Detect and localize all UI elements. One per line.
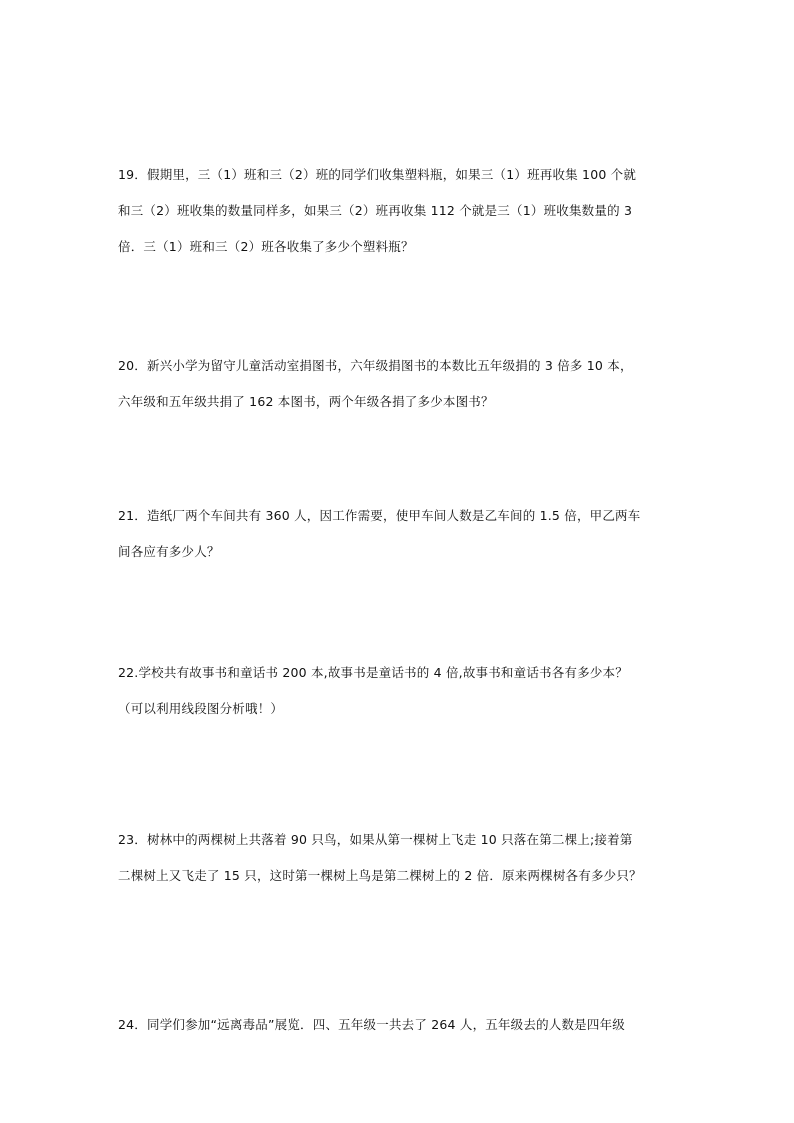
problem-22-line-1: 22.学校共有故事书和童话书 200 本,故事书是童话书的 4 倍,故事书和童话书各有多少本？ bbox=[118, 665, 628, 680]
problem-21-line-1: 21．造纸厂两个车间共有 360 人，因工作需要，使甲车间人数是乙车间的 1.5 倍，甲乙两车 bbox=[118, 508, 641, 523]
problem-21 bbox=[118, 498, 688, 570]
problem-24-line-1: 24．同学们参加“远离毒品”展览．四、五年级一共去了 264 人，五年级去的人数是四年级 bbox=[118, 1017, 625, 1032]
problem-24 bbox=[118, 1007, 688, 1043]
problem-22-line-2: （可以利用线段图分析哦！） bbox=[118, 701, 284, 716]
problem-23-line-2: 二棵树上又飞走了 15 只，这时第一棵树上鸟是第二棵树上的 2 倍．原来两棵树各有多少只？ bbox=[118, 868, 642, 883]
problem-22 bbox=[118, 655, 688, 727]
problem-21-line-2: 间各应有多少人？ bbox=[118, 544, 220, 559]
problem-23 bbox=[118, 822, 688, 894]
problem-19-line-2: 和三（2）班收集的数量同样多，如果三（2）班再收集 112 个就是三（1）班收集数量的 3 bbox=[118, 203, 633, 218]
problem-19-line-1: 19．假期里，三（1）班和三（2）班的同学们收集塑料瓶，如果三（1）班再收集 100 个就 bbox=[118, 167, 637, 182]
problem-19-line-3: 倍．三（1）班和三（2）班各收集了多少个塑料瓶？ bbox=[118, 239, 414, 254]
problem-20-line-1: 20．新兴小学为留守儿童活动室捐图书，六年级捐图书的本数比五年级捐的 3 倍多 10 本， bbox=[118, 358, 633, 373]
problem-19 bbox=[118, 157, 688, 265]
problem-20 bbox=[118, 348, 688, 420]
problem-23-line-1: 23．树林中的两棵树上共落着 90 只鸟，如果从第一棵树上飞走 10 只落在第二棵上;接着第 bbox=[118, 832, 633, 847]
problem-20-line-2: 六年级和五年级共捐了 162 本图书，两个年级各捐了多少本图书？ bbox=[118, 394, 494, 409]
